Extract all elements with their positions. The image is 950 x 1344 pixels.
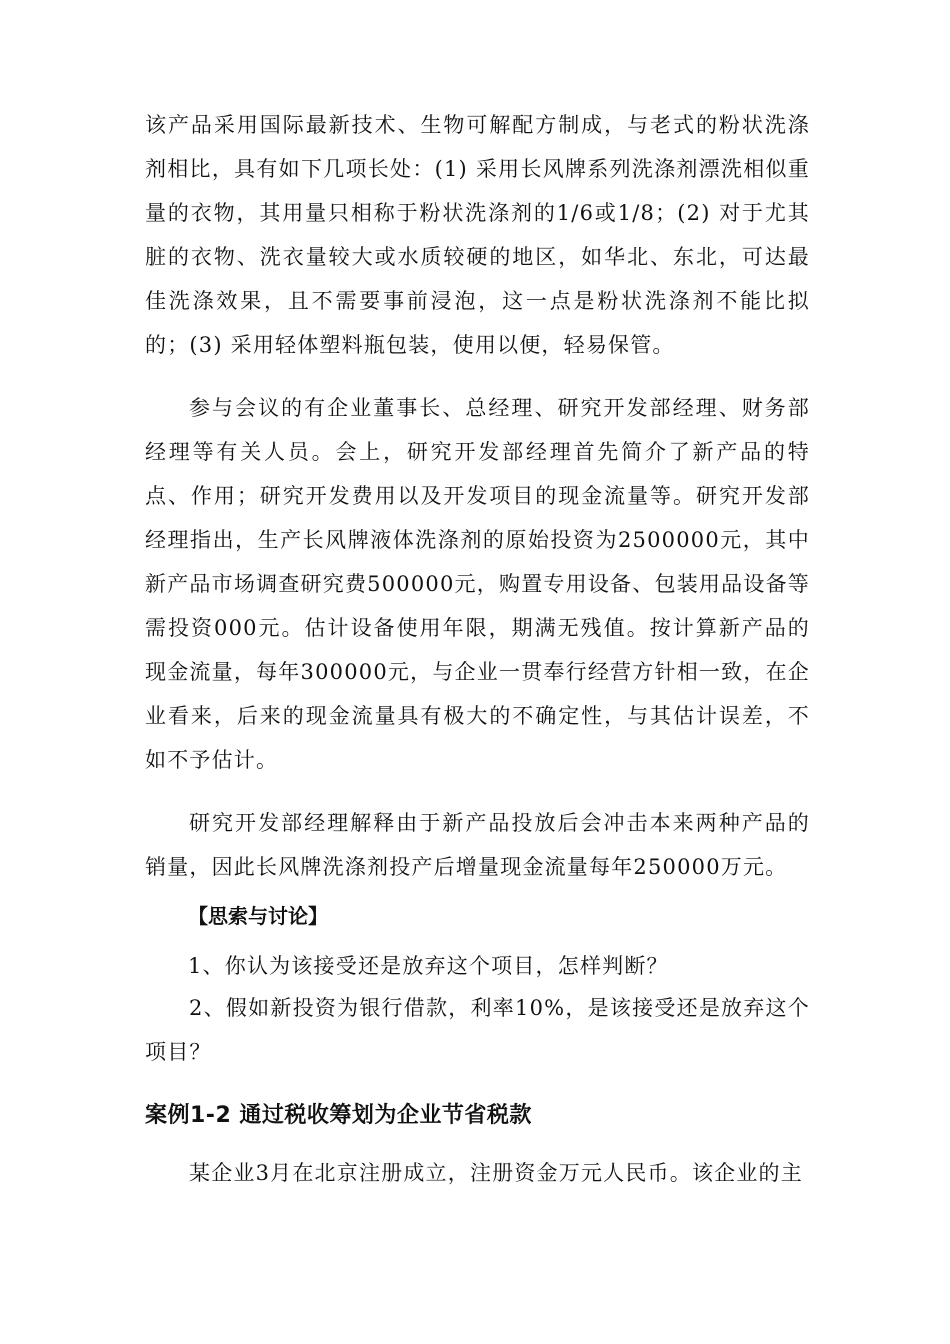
- paragraph-meeting: 参与会议的有企业董事长、总经理、研究开发部经理、财务部经理等有关人员。会上，研究开发部经理首先简介了新产品的特点、作用；研究开发费用以及开发项目的现金流量等。研究开发部经理指出，生产长风牌液体洗涤剂的原始投资为2500000元，其中新产品市场调查研究费500000元，购置专用设备、包装用品设备等需投资000元。估计设备使用年限，期满无残值。按计算新产品的现金流量，每年300000元，与企业一贯奉行经营方针相一致，在企业看来，后来的现金流量具有极大的不确定性，与其估计误差，不如不予估计。: [145, 396, 810, 772]
- paragraph-product-advantages: 该产品采用国际最新技术、生物可解配方制成，与老式的粉状洗涤剂相比，具有如下几项长处：(1) 采用长风牌系列洗涤剂漂洗相似重量的衣物，其用量只相称于粉状洗涤剂的1/6或1/8；(2) 对于尤其脏的衣物、洗衣量较大或水质较硬的地区，如华北、东北，可达最佳洗涤效果，且不需要事前浸泡，这一点是粉状洗涤剂不能比拟的；(3) 采用轻体塑料瓶包装，使用以便，轻易保管。: [145, 113, 810, 357]
- discussion-question-1: 1、你认为该接受还是放弃这个项目，怎样判断？: [188, 954, 669, 978]
- case-title: 案例1-2 通过税收筹划为企业节省税款: [145, 1103, 532, 1128]
- paragraph-sales-impact: 研究开发部经理解释由于新产品投放后会冲击本来两种产品的销量，因此长风牌洗涤剂投产后增量现金流量每年250000万元。: [145, 811, 810, 879]
- paragraph-case-intro: 某企业3月在北京注册成立，注册资金万元人民币。该企业的主: [189, 1161, 803, 1185]
- discussion-question-2: 2、假如新投资为银行借款，利率10%，是该接受还是放弃这个项目？: [145, 996, 810, 1064]
- discussion-heading: 【思索与讨论】: [188, 904, 328, 928]
